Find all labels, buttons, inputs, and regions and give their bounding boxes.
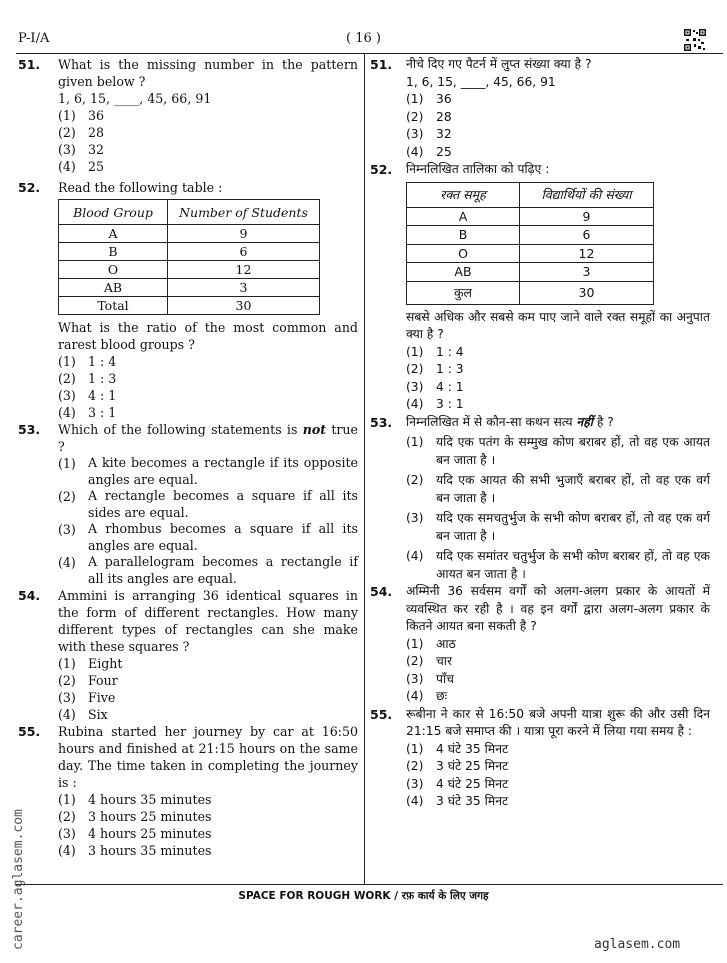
question-54-hi: 54. अम्मिनी 36 सर्वसम वर्गों को अलग-अलग प्रकार के आयतों में व्यवस्थित कर रही है । वह इन वर्गों द्वारा अलग-अलग प्रकार के कितने आयत बना सकती है ? (1) आठ (2) चार (3) पाँच (4) छः <box>370 583 710 706</box>
number-pattern: 1, 6, 15, ____, 45, 66, 91 <box>406 74 556 89</box>
table-row: Total 30 <box>59 297 320 315</box>
question-text: सबसे अधिक और सबसे कम पाए जाने वाले रक्त समूहों का अनुपात क्या है ? <box>406 309 710 341</box>
site-watermark: aglasem.com <box>594 937 681 952</box>
option[interactable]: (3) A rhombus becomes a square if all its angles are equal. <box>58 521 358 553</box>
option[interactable]: (4) छः <box>406 689 448 703</box>
table-row: AB 3 <box>407 263 654 282</box>
footer-rule <box>16 884 723 885</box>
header-rule <box>16 53 723 54</box>
option[interactable]: (2) 1 : 3 <box>406 362 464 376</box>
qr-code-icon <box>684 29 706 51</box>
option[interactable]: (3) 4 घंटे 25 मिनट <box>406 776 509 791</box>
option[interactable]: (1) 4 घंटे 35 मिनट <box>406 741 509 756</box>
option[interactable]: (4) 3 : 1 <box>58 405 117 420</box>
option[interactable]: (4) 3 hours 35 minutes <box>58 843 212 858</box>
option[interactable]: (3) 32 <box>58 142 105 157</box>
option[interactable]: (1) 36 <box>58 108 105 123</box>
question-text: Ammini is arranging 36 identical squares in the form of different rectangles. How many different types of rectangles can she make with these squares ? <box>58 588 358 654</box>
question-text: Read the following table : <box>58 180 223 195</box>
question-text: What is the missing number in the pattern given below ? <box>58 57 358 89</box>
question-text: निम्नलिखित में से कौन-सा कथन सत्य नहीं है ? <box>406 414 614 429</box>
table-row: AB 3 <box>59 279 320 297</box>
option[interactable]: (4) 3 : 1 <box>406 397 464 411</box>
question-52-hi: 52. निम्नलिखित तालिका को पढ़िए : रक्त समूह विद्यार्थियों की संख्या A 9 B 6 O 12 AB 3 कुल 30 सबसे अधिक और सबसे कम पाए जाने वाले रक्त समूहों का अनुपात क्या है ? (1) 1 : 4 (2) 1 : 3 (3) 4 : 1 (4) 3 : 1 <box>370 161 710 414</box>
table-row: B 6 <box>407 226 654 245</box>
question-text: अम्मिनी 36 सर्वसम वर्गों को अलग-अलग प्रकार के आयतों में व्यवस्थित कर रही है । वह इन वर्गों द्वारा अलग-अलग प्रकार के कितने आयत बना सकती है ? <box>406 584 710 633</box>
option[interactable]: (2) यदि एक आयत की सभी भुजाएँ बराबर हों, तो वह एक वर्ग बन जाता है । <box>406 473 710 505</box>
question-55-hi: 55. रूबीना ने कार से 16:50 बजे अपनी यात्रा शुरू की और उसी दिन 21:15 बजे समाप्त की । यात्रा पूरा करने में लिया गया समय है : (1) 4 घंटे 35 मिनट (2) 3 घंटे 25 मिनट (3) 4 घंटे 25 मिनट (4) 3 घंटे 35 मिनट <box>370 706 710 811</box>
question-51-hi: 51. नीचे दिए गए पैटर्न में लुप्त संख्या क्या है ? 1, 6, 15, ____, 45, 66, 91 (1) 36 (2) 28 (3) 32 (4) 25 <box>370 56 710 161</box>
option[interactable]: (1) Eight <box>58 656 123 671</box>
table-row: O 12 <box>407 244 654 263</box>
option[interactable]: (2) 3 hours 25 minutes <box>58 809 212 824</box>
column-divider <box>364 54 365 884</box>
question-text: What is the ratio of the most common and rarest blood groups ? <box>58 320 358 352</box>
option[interactable]: (4) Six <box>58 707 108 722</box>
option[interactable]: (2) 1 : 3 <box>58 371 117 386</box>
option[interactable]: (3) 4 hours 25 minutes <box>58 826 212 841</box>
rough-work-label: SPACE FOR ROUGH WORK / रफ़ कार्य के लिए जगह <box>238 890 489 902</box>
option[interactable]: (1) आठ <box>406 636 456 651</box>
option[interactable]: (2) 3 घंटे 25 मिनट <box>406 759 509 773</box>
option[interactable]: (2) Four <box>58 673 118 688</box>
side-watermark: career.aglasem.com <box>11 809 26 950</box>
question-51-en: 51. What is the missing number in the pattern given below ? 1, 6, 15, ____, 45, 66, 91 (1) 36 (2) 28 (3) 32 (4) 25 <box>18 57 358 174</box>
question-text: Rubina started her journey by car at 16:50 hours and finished at 21:15 hours on the same day. The time taken in completing the journey is : <box>58 724 358 790</box>
blood-group-table: Blood Group Number of Students A 9 B 6 O 12 AB 3 Total 30 <box>58 199 320 315</box>
option[interactable]: (3) 4 : 1 <box>58 388 117 403</box>
question-54-en: 54. Ammini is arranging 36 identical squares in the form of different rectangles. How many different types of rectangles can she make with these squares ? (1) Eight (2) Four (3) Five (4) Six <box>18 588 358 722</box>
option[interactable]: (1) A kite becomes a rectangle if its opposite angles are equal. <box>58 455 358 487</box>
table-row: A 9 <box>407 207 654 226</box>
option[interactable]: (4) A parallelogram becomes a rectangle if all its angles are equal. <box>58 554 358 586</box>
table-row: कुल 30 <box>407 281 654 304</box>
page-number: ( 16 ) <box>346 31 381 46</box>
option[interactable]: (2) चार <box>406 654 453 668</box>
table-row: A 9 <box>59 225 320 243</box>
option[interactable]: (2) 28 <box>58 125 105 140</box>
option[interactable]: (4) 25 <box>58 159 105 174</box>
table-row: O 12 <box>59 261 320 279</box>
option[interactable]: (3) 32 <box>406 127 452 141</box>
question-text: नीचे दिए गए पैटर्न में लुप्त संख्या क्या है ? <box>406 57 592 71</box>
option[interactable]: (2) A rectangle becomes a square if all its sides are equal. <box>58 488 358 520</box>
option[interactable]: (1) 36 <box>406 92 452 106</box>
table-row: B 6 <box>59 243 320 261</box>
option[interactable]: (3) 4 : 1 <box>406 379 464 394</box>
option[interactable]: (2) 28 <box>406 109 452 124</box>
question-52-en: 52. Read the following table : Blood Group Number of Students A 9 B 6 O 12 AB 3 Total 30 What is the ratio of the most common and rarest blood groups ? (1) 1 : 4 (2) 1 : 3 (3) 4 : 1 (4) 3 : 1 <box>18 180 358 420</box>
option[interactable]: (3) Five <box>58 690 116 705</box>
option[interactable]: (1) 4 hours 35 minutes <box>58 792 212 807</box>
question-55-en: 55. Rubina started her journey by car at 16:50 hours and finished at 21:15 hours on the same day. The time taken in completing the journey is : (1) 4 hours 35 minutes (2) 3 hours 25 minutes (3) 4 hours 25 minutes (4) 3 hours 35 minutes <box>18 724 358 858</box>
option[interactable]: (3) पाँच <box>406 671 454 686</box>
question-text: निम्नलिखित तालिका को पढ़िए : <box>406 162 550 176</box>
option[interactable]: (3) यदि एक समचतुर्भुज के सभी कोण बराबर हों, तो वह एक वर्ग बन जाता है । <box>406 511 710 543</box>
option[interactable]: (4) 25 <box>406 144 452 159</box>
question-53-hi: 53. निम्नलिखित में से कौन-सा कथन सत्य नहीं है ? (1) यदि एक पतंग के सम्मुख कोण बराबर हों, तो वह एक आयत बन जाता है । (2) यदि एक आयत की सभी भुजाएँ बराबर हों, तो वह एक वर्ग बन जाता है । (3) यदि एक समचतुर्भुज के सभी कोण बराबर हों, तो वह एक वर्ग बन जाता है । (4) यदि एक समांतर चतुर्भुज के सभी कोण बराबर हों, तो वह एक आयत बन जाता है । <box>370 414 710 584</box>
option[interactable]: (1) 1 : 4 <box>406 344 464 359</box>
option[interactable]: (4) यदि एक समांतर चतुर्भुज के सभी कोण बराबर हों, तो वह एक आयत बन जाता है । <box>406 549 710 581</box>
english-column <box>18 56 358 859</box>
option[interactable]: (4) 3 घंटे 35 मिनट <box>406 794 509 808</box>
option[interactable]: (1) यदि एक पतंग के सम्मुख कोण बराबर हों, तो वह एक आयत बन जाता है । <box>406 435 710 467</box>
question-text: Which of the following statements is not true ? <box>58 422 358 454</box>
question-text: रूबीना ने कार से 16:50 बजे अपनी यात्रा शुरू की और उसी दिन 21:15 बजे समाप्त की । यात्रा पूरा करने में लिया गया समय है : <box>406 706 710 738</box>
paper-code: P-I/A <box>18 31 50 46</box>
question-53-en: 53. Which of the following statements is not true ? (1) A kite becomes a rectangle if its opposite angles are equal. (2) A rectangle becomes a square if all its sides are equal. (3) A rhombus becomes a square if all its angles are equal. (4) A parallelogram becomes a rectangle if all its angles are equal. <box>18 422 358 586</box>
option[interactable]: (1) 1 : 4 <box>58 354 117 369</box>
hindi-column <box>370 56 710 811</box>
blood-group-table: रक्त समूह विद्यार्थियों की संख्या A 9 B 6 O 12 AB 3 कुल 30 <box>406 182 654 305</box>
number-pattern: 1, 6, 15, ____, 45, 66, 91 <box>58 91 212 106</box>
